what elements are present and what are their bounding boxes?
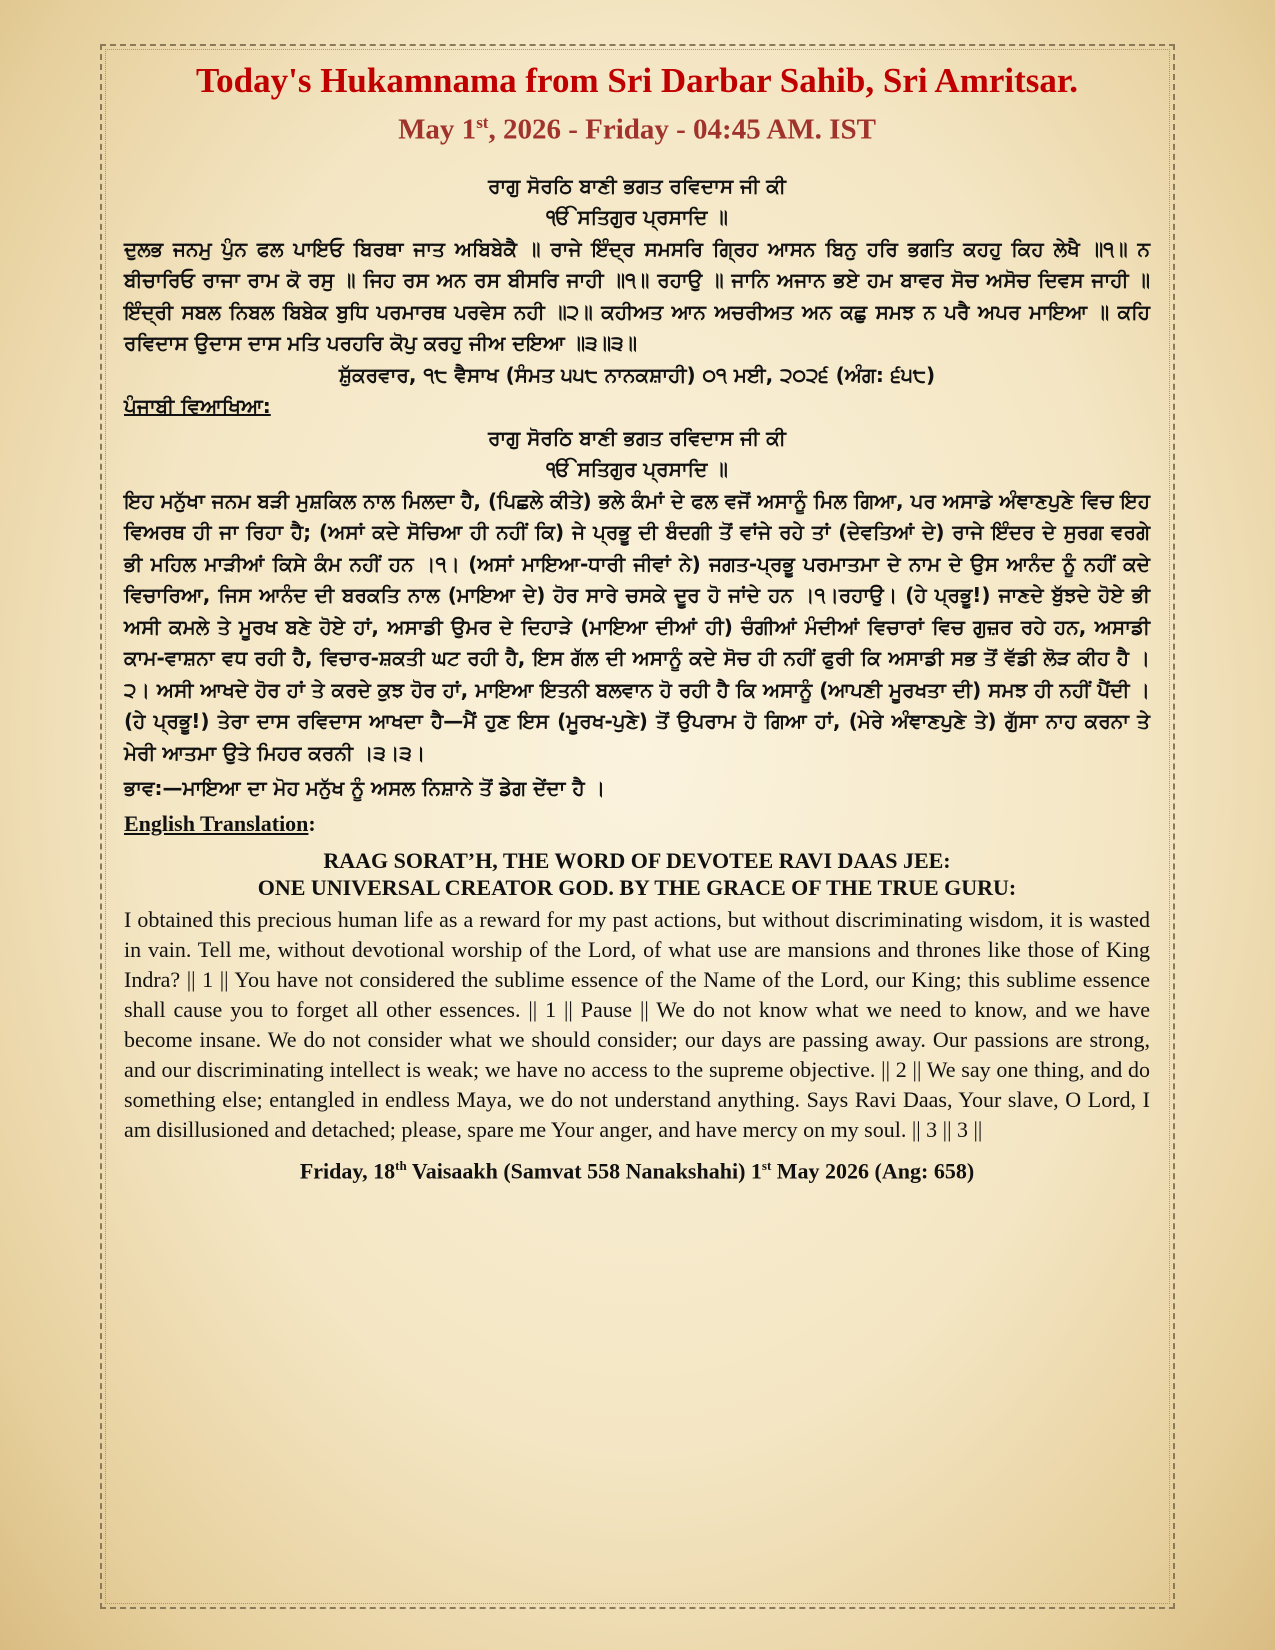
date-prefix: May 1: [398, 113, 477, 146]
punjabi-raag: ਰਾਗੁ ਸੋਰਠਿ ਬਾਣੀ ਭਗਤ ਰਵਿਦਾਸ ਜੀ ਕੀ: [488, 425, 786, 450]
english-label-colon: :: [308, 810, 316, 836]
english-heading-raag: RAAG SORAT’H, THE WORD OF DEVOTEE RAVI DAAS JEE:: [323, 847, 951, 873]
english-translation: I obtained this precious human life as a reward for my past actions, but without discriminating wisdom, it is wasted in vain. Tell me, without devotional worship of the Lord, of what use are mansions and thrones like those of King Indra? || 1 || You have not considered the sublime essence of the Name of the Lord, our King; this sublime essence shall cause you to forget all other essences. || 1 || Pause || We do not know what we need to know, and we have become insane. We do not consider what we should consider; our days are passing away. Our passions are strong, and our discriminating intellect is weak; we have no access to the supreme objective. || 2 || We say one thing, and do something else; entangled in endless Maya, we do not understand anything. Says Ravi Daas, Your slave, O Lord, I am disillusioned and detached; please, spare me Your anger, and have mercy on my soul. || 3 || 3 ||: [124, 906, 1150, 1142]
english-label-text: English Translation: [124, 810, 309, 836]
foot-mid: Vaisaakh (Samvat 558 Nanakshahi) 1: [406, 1157, 762, 1183]
date-ordinal: st: [476, 113, 489, 132]
punjabi-explanation: ਇਹ ਮਨੁੱਖਾ ਜਨਮ ਬੜੀ ਮੁਸ਼ਕਿਲ ਨਾਲ ਮਿਲਦਾ ਹੈ, (ਪਿਛਲੇ ਕੀਤੇ) ਭਲੇ ਕੰਮਾਂ ਦੇ ਫਲ ਵਜੋਂ ਅਸਾਨੂੰ ਮਿਲ ਗਿਆ, ਪਰ ਅਸਾਡੇ ਅੰਞਾਣਪੁਣੇ ਵਿਚ ਇਹ ਵਿਅਰਥ ਹੀ ਜਾ ਰਿਹਾ ਹੈ; (ਅਸਾਂ ਕਦੇ ਸੋਚਿਆ ਹੀ ਨਹੀਂ ਕਿ) ਜੇ ਪ੍ਰਭੂ ਦੀ ਬੰਦਗੀ ਤੋਂ ਵਾਂਜੇ ਰਹੇ ਤਾਂ (ਦੇਵਤਿਆਂ ਦੇ) ਰਾਜੇ ਇੰਦਰ ਦੇ ਸੁਰਗ ਵਰਗੇ ਭੀ ਮਹਿਲ ਮਾੜੀਆਂ ਕਿਸੇ ਕੰਮ ਨਹੀਂ ਹਨ ।੧। (ਅਸਾਂ ਮਾਇਆ-ਧਾਰੀ ਜੀਵਾਂ ਨੇ) ਜਗਤ-ਪ੍ਰਭੂ ਪਰਮਾਤਮਾ ਦੇ ਨਾਮ ਦੇ ਉਸ ਆਨੰਦ ਨੂੰ ਨਹੀਂ ਕਦੇ ਵਿਚਾਰਿਆ, ਜਿਸ ਆਨੰਦ ਦੀ ਬਰਕਤਿ ਨਾਲ (ਮਾਇਆ ਦੇ) ਹੋਰ ਸਾਰੇ ਚਸਕੇ ਦੂਰ ਹੋ ਜਾਂਦੇ ਹਨ ।੧।ਰਹਾਉ। (ਹੇ ਪ੍ਰਭੂ!) ਜਾਣਦੇ ਬੁੱਝਦੇ ਹੋਏ ਭੀ ਅਸੀ ਕਮਲੇ ਤੇ ਮੂਰਖ ਬਣੇ ਹੋਏ ਹਾਂ, ਅਸਾਡੀ ਉਮਰ ਦੇ ਦਿਹਾੜੇ (ਮਾਇਆ ਦੀਆਂ ਹੀ) ਚੰਗੀਆਂ ਮੰਦੀਆਂ ਵਿਚਾਰਾਂ ਵਿਚ ਗੁਜ਼ਰ ਰਹੇ ਹਨ, ਅਸਾਡੀ ਕਾਮ-ਵਾਸ਼ਨਾ ਵਧ ਰਹੀ ਹੈ, ਵਿਚਾਰ-ਸ਼ਕਤੀ ਘਟ ਰਹੀ ਹੈ, ਇਸ ਗੱਲ ਦੀ ਅਸਾਨੂੰ ਕਦੇ ਸੋਚ ਹੀ ਨਹੀਂ ਫੁਰੀ ਕਿ ਅਸਾਡੀ ਸਭ ਤੋਂ ਵੱਡੀ ਲੋੜ ਕੀਹ ਹੈ ।੨। ਅਸੀ ਆਖਦੇ ਹੋਰ ਹਾਂ ਤੇ ਕਰਦੇ ਕੁਝ ਹੋਰ ਹਾਂ, ਮਾਇਆ ਇਤਨੀ ਬਲਵਾਨ ਹੋ ਰਹੀ ਹੈ ਕਿ ਅਸਾਨੂੰ (ਆਪਣੀ ਮੂਰਖਤਾ ਦੀ) ਸਮਝ ਹੀ ਨਹੀਂ ਪੈਂਦੀ । (ਹੇ ਪ੍ਰਭੂ!) ਤੇਰਾ ਦਾਸ ਰਵਿਦਾਸ ਆਖਦਾ ਹੈ—ਮੈਂ ਹੁਣ ਇਸ (ਮੂਰਖ-ਪੁਣੇ) ਤੋਂ ਉਪਰਾਮ ਹੋ ਗਿਆ ਹਾਂ, (ਮੇਰੇ ਅੰਞਾਣਪੁਣੇ ਤੇ) ਗੁੱਸਾ ਨਾਹ ਕਰਨਾ ਤੇ ਮੇਰੀ ਆਤਮਾ ਉਤੇ ਮਿਹਰ ਕਰਨੀ ।੩।੩।: [124, 488, 1150, 765]
gurbani-raag: ਰਾਗੁ ਸੋਰਠਿ ਬਾਣੀ ਭਗਤ ਰਵਿਦਾਸ ਜੀ ਕੀ: [488, 173, 786, 198]
punjabi-bhav: ਭਾਵ:—ਮਾਇਆ ਦਾ ਮੋਹ ਮਨੁੱਖ ਨੂੰ ਅਸਲ ਨਿਸ਼ਾਨੇ ਤੋਂ ਡੇਗ ਦੇਂਦਾ ਹੈ ।: [124, 776, 606, 801]
punjabi-label: ਪੰਜਾਬੀ ਵਿਆਖਿਆ:: [124, 394, 271, 419]
gurbani-text: ਦੁਲਭ ਜਨਮੁ ਪੁੰਨ ਫਲ ਪਾਇਓ ਬਿਰਥਾ ਜਾਤ ਅਬਿਬੇਕੈ ॥ ਰਾਜੇ ਇੰਦ੍ਰ ਸਮਸਰਿ ਗ੍ਰਿਹ ਆਸਨ ਬਿਨੁ ਹਰਿ ਭਗਤਿ ਕਹਹੁ ਕਿਹ ਲੇਖੈ ॥੧॥ ਨ ਬੀਚਾਰਿਓ ਰਾਜਾ ਰਾਮ ਕੋ ਰਸੁ ॥ ਜਿਹ ਰਸ ਅਨ ਰਸ ਬੀਸਰਿ ਜਾਹੀ ॥੧॥ ਰਹਾਉ ॥ ਜਾਨਿ ਅਜਾਨ ਭਏ ਹਮ ਬਾਵਰ ਸੋਚ ਅਸੋਚ ਦਿਵਸ ਜਾਹੀ ॥ ਇੰਦ੍ਰੀ ਸਬਲ ਨਿਬਲ ਬਿਬੇਕ ਬੁਧਿ ਪਰਮਾਰਥ ਪਰਵੇਸ ਨਹੀ ॥੨॥ ਕਹੀਅਤ ਆਨ ਅਚਰੀਅਤ ਅਨ ਕਛੁ ਸਮਝ ਨ ਪਰੈ ਅਪਰ ਮਾਇਆ ॥ ਕਹਿ ਰਵਿਦਾਸ ਉਦਾਸ ਦਾਸ ਮਤਿ ਪਰਹਰਿ ਕੋਪੁ ਕਰਹੁ ਜੀਅ ਦਇਆ ॥੩॥੩॥: [124, 236, 1150, 356]
date-rest: , 2026 - Friday - 04:45 AM. IST: [488, 113, 876, 146]
gurbani-mool-mantar: ੴ ਸਤਿਗੁਰ ਪ੍ਰਸਾਦਿ ॥: [546, 205, 728, 230]
english-label: [124, 809, 1150, 839]
foot-mid-ordinal: st: [761, 1157, 772, 1173]
hukamnama-page: [124, 58, 1150, 1186]
page-title: Today's Hukamnama from Sri Darbar Sahib, Sri Amritsar.: [196, 61, 1078, 100]
foot-day: Friday, 18: [299, 1157, 396, 1183]
gurbani-date-line: ਸ਼ੁੱਕਰਵਾਰ, ੧੮ ਵੈਸਾਖ (ਸੰਮਤ ੫੫੮ ਨਾਨਕਸ਼ਾਹੀ) ੦੧ ਮਈ, ੨੦੨੬ (ਅੰਗ: ੬੫੮): [338, 362, 936, 387]
foot-end: May 2026 (Ang: 658): [771, 1157, 975, 1183]
page-date: [124, 104, 1150, 149]
foot-day-ordinal: th: [395, 1157, 407, 1173]
english-date-line: [124, 1151, 1150, 1186]
punjabi-mool-mantar: ੴ ਸਤਿਗੁਰ ਪ੍ਰਸਾਦਿ ॥: [546, 457, 728, 482]
english-heading-mool: ONE UNIVERSAL CREATOR GOD. BY THE GRACE OF THE TRUE GURU:: [257, 874, 1017, 900]
